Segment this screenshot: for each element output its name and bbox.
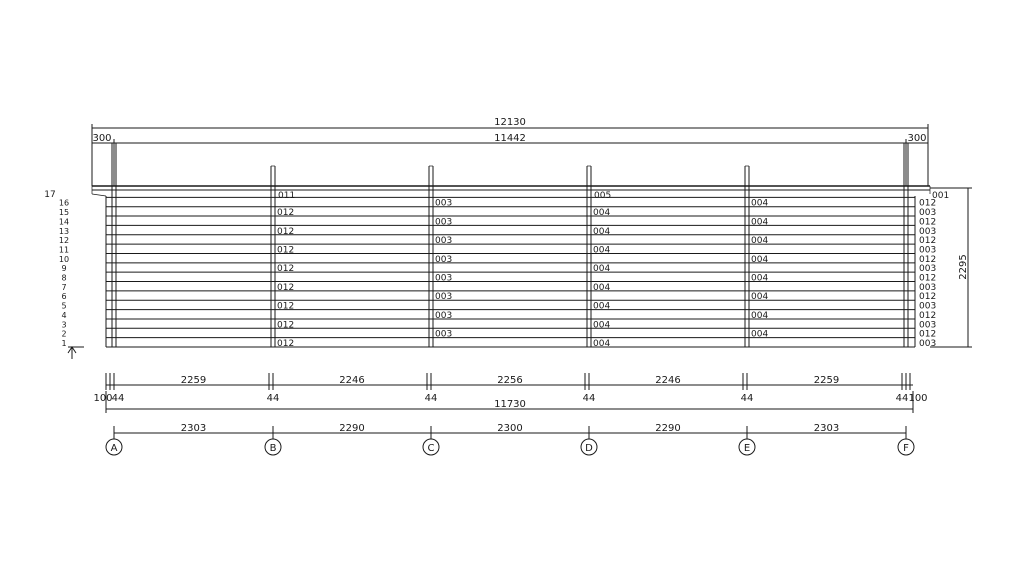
part-code: 003: [435, 236, 453, 247]
axis-label: D: [585, 443, 593, 454]
course-number: 7: [61, 282, 67, 292]
part-code: 003: [435, 310, 453, 321]
part-code: 012: [277, 226, 295, 237]
axis-label: F: [903, 443, 909, 454]
part-code: 003: [919, 226, 937, 237]
part-code: 003: [919, 301, 937, 312]
part-code: 012: [919, 273, 937, 284]
part-code: 001: [932, 191, 950, 201]
axis-label: A: [110, 443, 118, 454]
part-code: 012: [919, 254, 937, 265]
bay-span-label: 2259: [180, 375, 207, 386]
bay-span-label: 2256: [497, 375, 523, 386]
eave-left-label: 300: [92, 133, 112, 144]
part-code: 012: [277, 282, 295, 293]
course-number: 8: [61, 273, 67, 283]
part-code: 003: [919, 320, 937, 331]
post-width-label: 44: [424, 393, 438, 404]
part-code: 004: [751, 198, 769, 209]
post-width-label: 44: [895, 393, 909, 404]
course-numbers: [44, 190, 69, 348]
post-width-label: 44: [740, 393, 754, 404]
part-code: 012: [919, 198, 937, 209]
axis-span-label: 2303: [180, 423, 207, 434]
axis-label: B: [269, 443, 277, 454]
course-number: 6: [61, 292, 67, 302]
part-code: 003: [435, 329, 453, 340]
part-code: 003: [919, 282, 937, 293]
part-code: 003: [435, 254, 453, 265]
part-code: 004: [751, 273, 769, 284]
eave-right-label: 300: [907, 133, 927, 144]
part-code: 004: [593, 282, 611, 293]
part-code: 004: [751, 310, 769, 321]
part-code: 012: [919, 329, 937, 340]
axis-span-label: 2303: [813, 423, 840, 434]
part-code: 003: [919, 339, 937, 349]
course-number: 9: [61, 264, 67, 274]
bay-span-label: 2246: [339, 375, 365, 386]
part-code: 004: [593, 320, 611, 331]
part-code: 003: [435, 292, 453, 303]
course-number: 5: [61, 301, 67, 311]
axis-label: C: [427, 443, 435, 454]
course-number: 10: [58, 254, 70, 264]
top-course-number: 17: [44, 190, 56, 200]
part-code: 012: [277, 245, 295, 256]
course-number: 16: [58, 198, 70, 208]
part-code: 004: [593, 339, 611, 349]
base-arrow-icon: [68, 347, 84, 359]
axis-span-label: 2290: [655, 423, 681, 434]
part-code: 004: [593, 208, 611, 219]
course-number: 4: [61, 310, 67, 320]
part-code: 012: [277, 301, 295, 312]
course-number: 1: [61, 339, 67, 348]
part-code: 012: [277, 320, 295, 331]
part-code: 012: [277, 208, 295, 219]
part-code: 012: [919, 236, 937, 247]
axis-label: E: [743, 443, 751, 454]
part-code: 003: [435, 273, 453, 284]
bay-span-label: 2259: [813, 375, 840, 386]
post-width-label: 44: [266, 393, 280, 404]
total-length-label: 11730: [494, 399, 526, 410]
part-code: 012: [277, 339, 295, 349]
inner-dimension: [92, 133, 928, 186]
part-code: 003: [919, 264, 937, 275]
part-code: 004: [593, 226, 611, 237]
overall-length-label: 12130: [494, 117, 526, 128]
part-code: 004: [751, 236, 769, 247]
part-code: 004: [751, 329, 769, 340]
part-code: 004: [593, 245, 611, 256]
bay-span-label: 2246: [655, 375, 681, 386]
log-wall: [92, 143, 949, 349]
axis-span-label: 2300: [497, 423, 523, 434]
course-number: 15: [58, 208, 70, 218]
part-code: 004: [751, 292, 769, 303]
inner-length-label: 11442: [494, 133, 526, 144]
post-width-label: 44: [111, 393, 125, 404]
overall-dimension: [92, 117, 928, 186]
axis-span-label: 2290: [339, 423, 365, 434]
end-left-label: 100: [93, 393, 113, 404]
part-code: 012: [277, 264, 295, 275]
bottom-dimensions: [93, 373, 927, 434]
course-number: 14: [58, 217, 70, 227]
part-code: 004: [751, 254, 769, 265]
course-number: 3: [61, 320, 67, 330]
part-code: 011: [278, 191, 296, 201]
part-code: 004: [593, 301, 611, 312]
part-code: 012: [919, 310, 937, 321]
part-code: 012: [919, 217, 937, 228]
height-dimension: [930, 188, 972, 347]
part-code: 005: [594, 191, 612, 201]
course-number: 13: [58, 226, 70, 236]
part-code: 003: [919, 208, 937, 219]
course-number: 11: [58, 245, 70, 255]
course-number: 2: [61, 329, 67, 339]
end-right-label: 100: [908, 393, 928, 404]
part-code: 004: [593, 264, 611, 275]
post-width-label: 44: [582, 393, 596, 404]
part-code: 004: [751, 217, 769, 228]
part-code: 003: [435, 198, 453, 209]
part-code: 003: [435, 217, 453, 228]
course-number: 12: [58, 236, 70, 246]
height-label: 2295: [958, 254, 969, 280]
part-code: 003: [919, 245, 937, 256]
part-code: 012: [919, 292, 937, 303]
